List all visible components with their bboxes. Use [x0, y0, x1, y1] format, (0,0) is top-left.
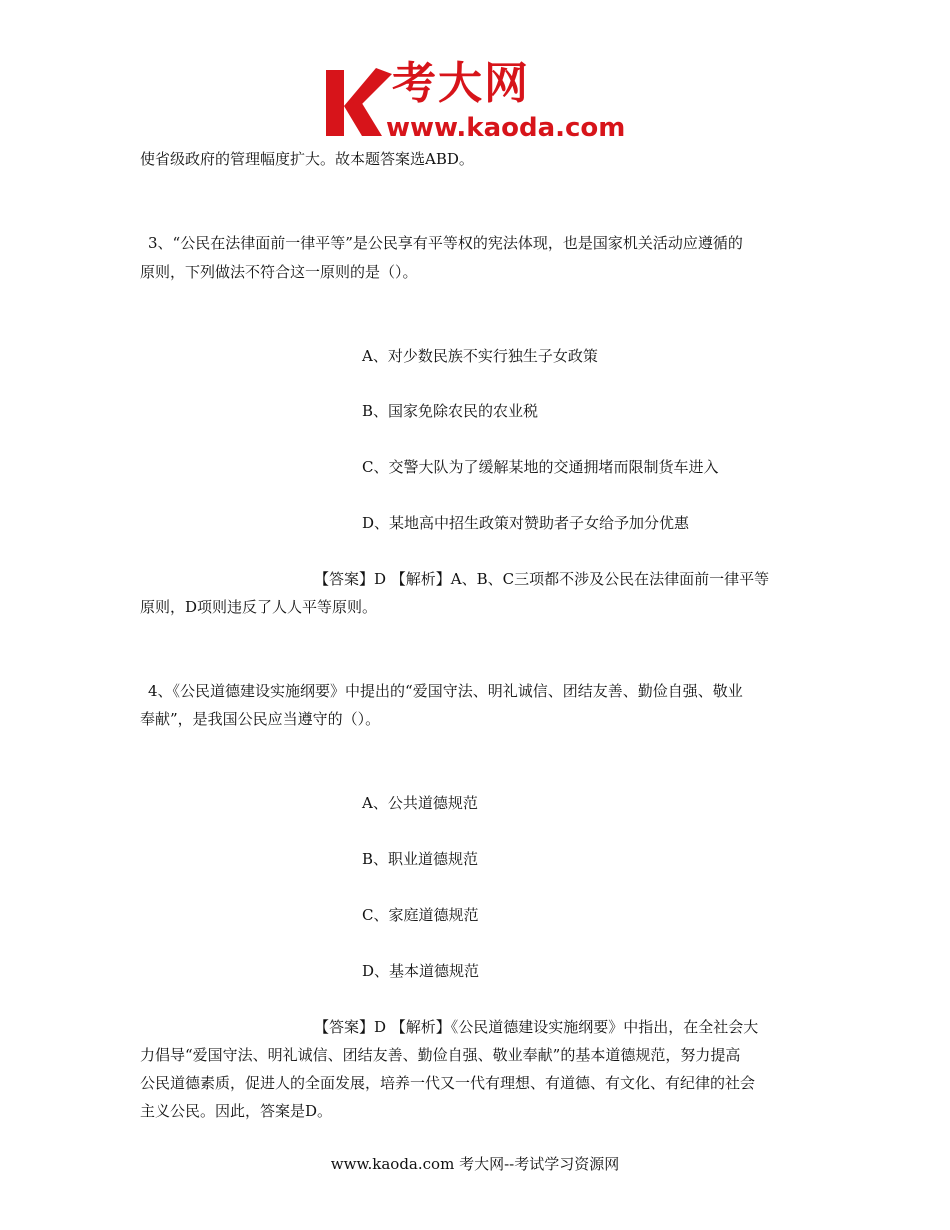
- intro-text: 使省级政府的管理幅度扩大。故本题答案选ABD。: [140, 150, 474, 168]
- question-4-option-a: A、公共道德规范: [362, 794, 478, 812]
- question-4-option-b: B、职业道德规范: [362, 850, 479, 868]
- question-4-stem-line-1: 4、《公民道德建设实施纲要》中提出的“爱国守法、明礼诚信、团结友善、勤俭自强、敬业: [148, 682, 743, 700]
- logo-url: www.kaoda.com: [386, 113, 626, 143]
- question-3-option-a: A、对少数民族不实行独生子女政策: [362, 347, 598, 365]
- question-4-option-d: D、基本道德规范: [362, 962, 480, 980]
- logo-text: 考大网: [392, 58, 530, 109]
- question-4-stem-line-2: 奉献”，是我国公民应当遵守的（）。: [140, 710, 381, 728]
- question-3-stem-line-2: 原则，下列做法不符合这一原则的是（）。: [140, 263, 418, 281]
- k-logo-icon: [322, 62, 394, 142]
- footer-text[interactable]: www.kaoda.com 考大网--考试学习资源网: [330, 1155, 620, 1173]
- question-3-answer-line-1: 【答案】D 【解析】A、B、C三项都不涉及公民在法律面前一律平等: [314, 570, 770, 588]
- question-3-option-c: C、交警大队为了缓解某地的交通拥堵而限制货车进入: [362, 458, 719, 476]
- question-3-option-b: B、国家免除农民的农业税: [362, 402, 539, 420]
- question-4-option-c: C、家庭道德规范: [362, 906, 479, 924]
- question-4-answer-line-3: 公民道德素质，促进人的全面发展，培养一代又一代有理想、有道德、有文化、有纪律的社会: [140, 1074, 756, 1092]
- question-3-answer-line-2: 原则，D项则违反了人人平等原则。: [140, 598, 378, 616]
- kaoda-logo[interactable]: [322, 58, 642, 148]
- question-3-stem-line-1: 3、“公民在法律面前一律平等”是公民享有平等权的宪法体现，也是国家机关活动应遵循的: [148, 234, 743, 252]
- question-3-option-d: D、某地高中招生政策对赞助者子女给予加分优惠: [362, 514, 690, 532]
- question-4-answer-line-4: 主义公民。因此，答案是D。: [140, 1102, 333, 1120]
- question-4-answer-line-1: 【答案】D 【解析】《公民道德建设实施纲要》中指出，在全社会大: [314, 1018, 759, 1036]
- question-4-answer-line-2: 力倡导“爱国守法、明礼诚信、团结友善、勤俭自强、敬业奉献”的基本道德规范，努力提高: [140, 1046, 741, 1064]
